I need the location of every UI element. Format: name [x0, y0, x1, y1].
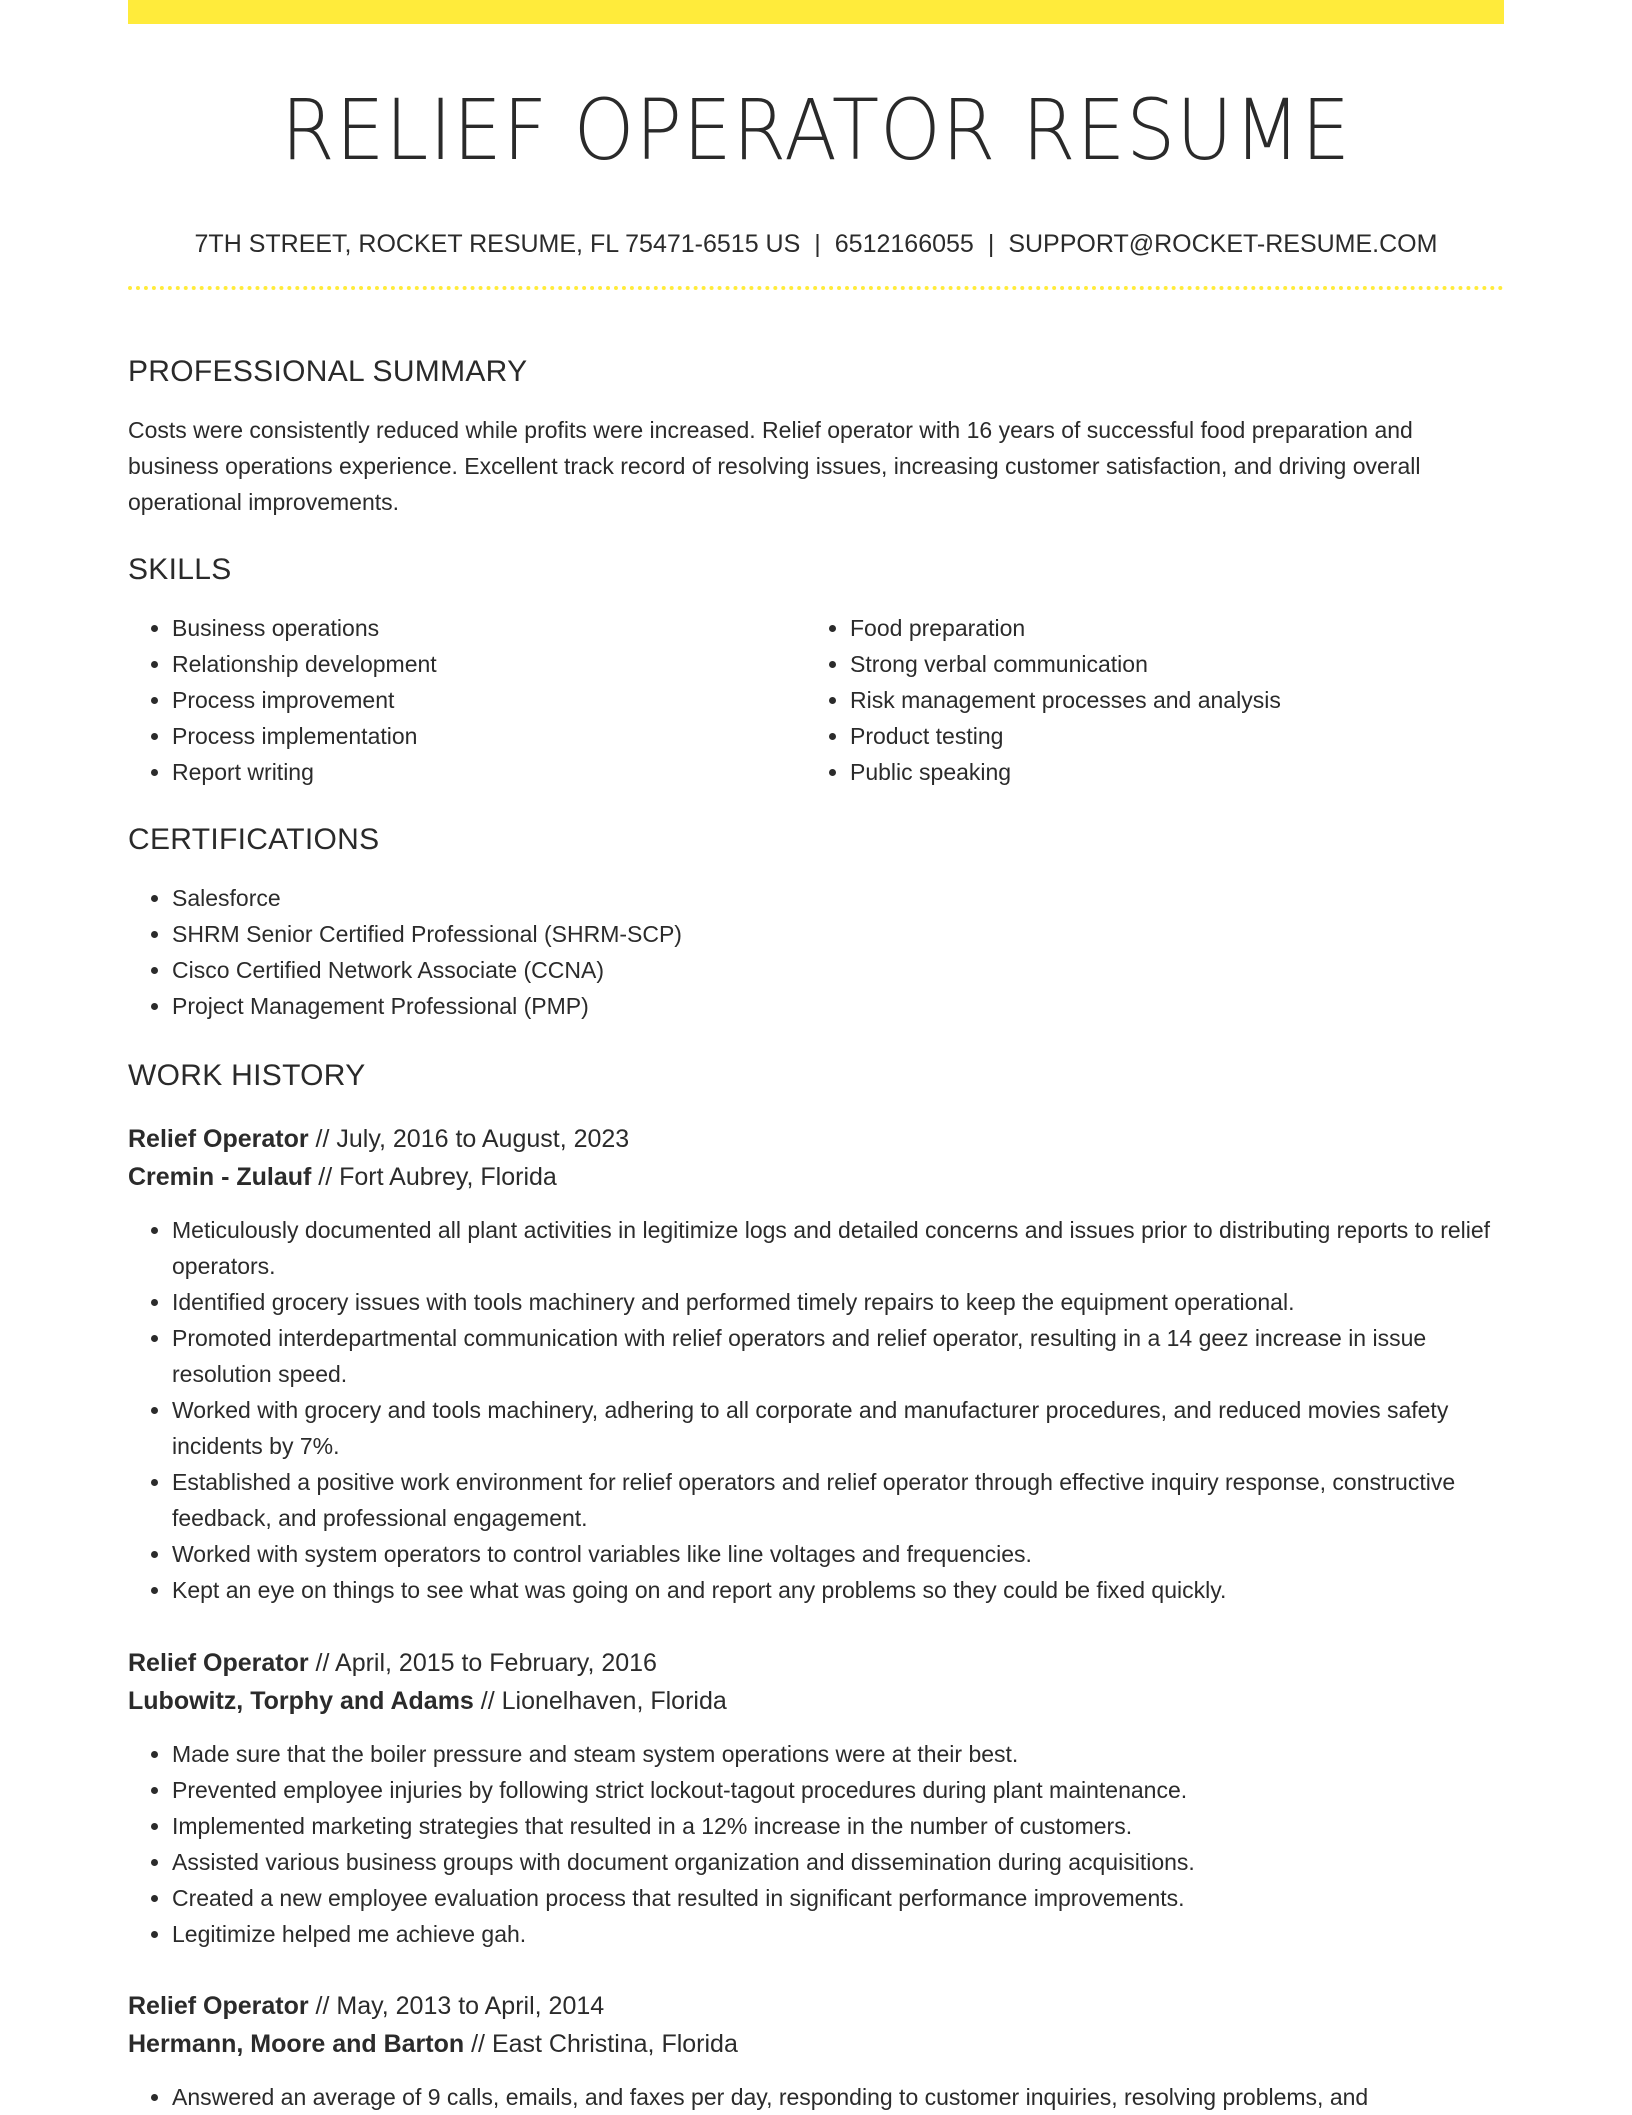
- skill-item: • Product testing: [850, 718, 1484, 754]
- contact-separator: |: [987, 230, 995, 258]
- job-location: // Lionelhaven, Florida: [473, 1687, 727, 1715]
- skills-list-right: [806, 610, 1484, 790]
- job-bullet: • Created a new employee evaluation process that resulted in significant performance improvements.: [172, 1880, 1504, 1916]
- job-company-line: [128, 1682, 1504, 1720]
- job-company-line: [128, 2025, 1504, 2063]
- dotted-divider: [128, 286, 1504, 290]
- certification-item: • Project Management Professional (PMP): [172, 988, 1504, 1024]
- contact-email: SUPPORT@ROCKET-RESUME.COM: [1008, 230, 1438, 258]
- job-entry: [128, 1120, 1504, 1608]
- job-dates: // July, 2016 to August, 2023: [308, 1125, 630, 1153]
- certifications-heading: CERTIFICATIONS: [128, 823, 380, 856]
- skill-item: • Process implementation: [172, 718, 806, 754]
- resume-title: RELIEF OPERATOR RESUME: [280, 81, 1352, 179]
- skill-item: • Report writing: [172, 754, 806, 790]
- contact-address: 7TH STREET, ROCKET RESUME, FL 75471-6515 US: [194, 230, 801, 258]
- job-company-line: [128, 1158, 1504, 1196]
- job-title: Relief Operator: [128, 1125, 309, 1153]
- skill-item: • Process improvement: [172, 682, 806, 718]
- resume-page: [128, 0, 1504, 2110]
- job-dates: // April, 2015 to February, 2016: [308, 1649, 657, 1677]
- certification-item: • Salesforce: [172, 880, 1504, 916]
- job-location: // East Christina, Florida: [464, 2030, 738, 2058]
- job-title: Relief Operator: [128, 1649, 309, 1677]
- contact-separator: |: [814, 230, 821, 258]
- job-title: Relief Operator: [128, 1992, 309, 2020]
- job-bullet: • Legitimize helped me achieve gah.: [172, 1916, 1504, 1952]
- summary-section: [128, 352, 1504, 520]
- skill-item: • Food preparation: [850, 610, 1484, 646]
- job-bullet: • Established a positive work environment for relief operators and relief operator through effective inquiry response, constructive feedback, and professional engagement.: [172, 1464, 1504, 1536]
- job-company: Lubowitz, Torphy and Adams: [128, 1687, 474, 1715]
- skills-heading: SKILLS: [128, 553, 232, 586]
- job-bullet: • Assisted various business groups with document organization and dissemination during acquisitions.: [172, 1844, 1504, 1880]
- top-accent-bar: [128, 0, 1504, 24]
- certifications-section: [128, 820, 1504, 1024]
- skill-item: • Relationship development: [172, 646, 806, 682]
- skills-list-left: [128, 610, 806, 790]
- summary-heading: PROFESSIONAL SUMMARY: [128, 355, 528, 388]
- contact-phone: 6512166055: [834, 230, 974, 258]
- work-history-heading: WORK HISTORY: [128, 1059, 366, 1092]
- work-history-section: [128, 1056, 1504, 1096]
- job-bullet: • Implemented marketing strategies that resulted in a 12% increase in the number of customers.: [172, 1808, 1504, 1844]
- job-entry: [128, 1987, 1504, 2115]
- job-bullet: • Made sure that the boiler pressure and steam system operations were at their best.: [172, 1736, 1504, 1772]
- skill-item: • Public speaking: [850, 754, 1484, 790]
- job-title-line: [128, 1120, 1504, 1158]
- job-bullet: • Prevented employee injuries by following strict lockout-tagout procedures during plant maintenance.: [172, 1772, 1504, 1808]
- job-location: // Fort Aubrey, Florida: [311, 1163, 557, 1191]
- job-bullets: [128, 1212, 1504, 1608]
- job-bullet: • Identified grocery issues with tools machinery and performed timely repairs to keep the equipment operational.: [172, 1284, 1504, 1320]
- job-title-line: [128, 1644, 1504, 1682]
- job-bullet: • Promoted interdepartmental communication with relief operators and relief operator, resulting in a 14 geez increase in issue resolution speed.: [172, 1320, 1504, 1392]
- job-dates: // May, 2013 to April, 2014: [308, 1992, 605, 2020]
- job-bullet: • Worked with grocery and tools machinery, adhering to all corporate and manufacturer procedures, and reduced movies safety incidents by 7%.: [172, 1392, 1504, 1464]
- job-company: Hermann, Moore and Barton: [128, 2030, 465, 2058]
- certifications-list: [128, 880, 1504, 1024]
- job-bullets: [128, 1736, 1504, 1952]
- job-bullet: • Kept an eye on things to see what was going on and report any problems so they could be fixed quickly.: [172, 1572, 1504, 1608]
- certification-item: • SHRM Senior Certified Professional (SHRM-SCP): [172, 916, 1504, 952]
- certification-item: • Cisco Certified Network Associate (CCNA): [172, 952, 1504, 988]
- job-title-line: [128, 1987, 1504, 2025]
- skills-section: [128, 550, 1504, 790]
- job-company: Cremin - Zulauf: [128, 1163, 312, 1191]
- skill-item: • Business operations: [172, 610, 806, 646]
- job-bullet: • Answered an average of 9 calls, emails, and faxes per day, responding to customer inquiries, resolving problems, and: [172, 2079, 1504, 2115]
- skill-item: • Risk management processes and analysis: [850, 682, 1484, 718]
- job-entry: [128, 1644, 1504, 1952]
- skill-item: • Strong verbal communication: [850, 646, 1484, 682]
- job-bullets: [128, 2079, 1504, 2115]
- skills-columns: [128, 610, 1504, 790]
- job-bullet: • Worked with system operators to control variables like line voltages and frequencies.: [172, 1536, 1504, 1572]
- contact-line: [128, 228, 1504, 260]
- summary-text: Costs were consistently reduced while profits were increased. Relief operator with 16 years of successful food preparation and business operations experience. Excellent track record of resolving issues, increasing customer satisfaction, and driving overall operational improvements.: [128, 417, 1421, 515]
- job-bullet: • Meticulously documented all plant activities in legitimize logs and detailed concerns and issues prior to distributing reports to relief operators.: [172, 1212, 1504, 1284]
